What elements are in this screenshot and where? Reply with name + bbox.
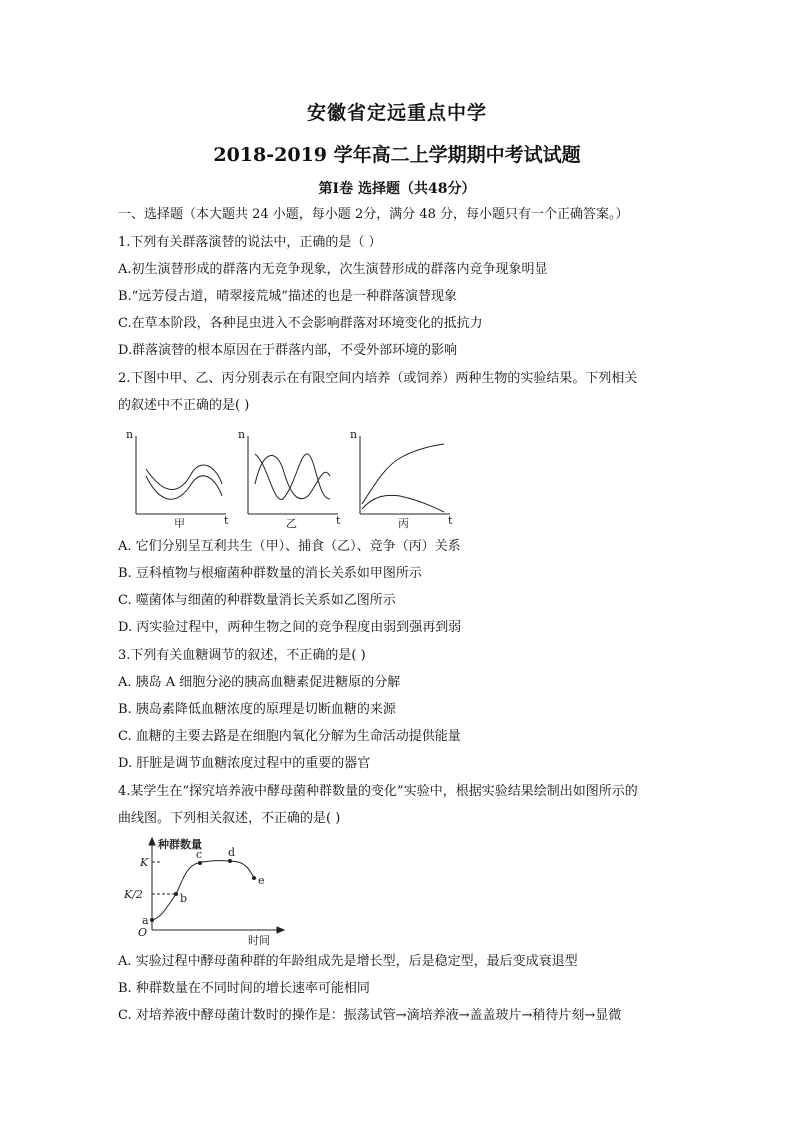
q2-option-c: C. 噬菌体与细菌的种群数量消长关系如乙图所示 [118,593,396,608]
q4-x-arrow [277,927,284,933]
q3-option-d: D. 肝脏是调节血糖浓度过程中的重要的器官 [118,756,371,771]
q4-khalf-label: K/2 [124,888,143,901]
q1-option-a: A.初生演替形成的群落内无竞争现象，次生演替形成的群落内竞争现象明显 [118,262,548,277]
panel1-curve2 [146,476,222,499]
q4-label-e: e [258,874,265,887]
panel2-caption: 乙 [286,517,297,530]
q4-stem-line1: 4.某学生在“探究培养液中酵母菌种群数量的变化”实验中，根据实验结果绘制出如图所示的 [118,784,638,799]
q4-point-a [150,918,154,922]
q2-stem-line2: 的叙述中不正确的是( ) [118,398,250,413]
q4-option-c: C. 对培养液中酵母菌计数时的操作是：振荡试管→滴培养液→盖盖玻片→稍待片刻→显微 [118,1008,622,1023]
q4-label-d: d [228,846,236,859]
q1-option-c: C.在草本阶段，各种昆虫进入不会影响群落对环境变化的抵抗力 [118,316,483,331]
q4-point-c [198,861,202,865]
q4-option-b: B. 种群数量在不同时间的增长速率可能相同 [118,981,370,996]
q3-option-b: B. 胰岛素降低血糖浓度的原理是切断血糖的来源 [118,702,396,717]
q4-option-a: A. 实验过程中酵母菌种群的年龄组成先是增长型，后是稳定型，最后变成衰退型 [118,954,578,969]
q2-figure [118,424,468,534]
q4-point-b [174,892,178,896]
panel1-curve1 [146,465,222,490]
q2-option-d: D. 丙实验过程中，两种生物之间的竞争程度由弱到强再到弱 [118,620,462,635]
q4-point-d [228,859,232,863]
panel1-caption: 甲 [174,517,185,530]
q4-label-b: b [180,892,188,905]
q4-label-c: c [196,848,203,861]
panel1-x-label: t [224,514,229,527]
panel3-y-label: n [350,428,358,441]
q3-option-c: C. 血糖的主要去路是在细胞内氧化分解为生命活动提供能量 [118,729,461,744]
q4-stem-line2: 曲线图。下列相关叙述，不正确的是( ) [118,811,341,826]
q1-option-b: B.“远芳侵古道，晴翠接荒城”描述的也是一种群落演替现象 [118,289,457,304]
q3-stem: 3.下列有关血糖调节的叙述，不正确的是( ) [118,648,366,663]
exam-title: 2018-2019 学年高二上学期期中考试试题 [213,144,581,166]
panel2-y-label: n [238,428,246,441]
q3-option-a: A. 胰岛 A 细胞分泌的胰高血糖素促进糖原的分解 [118,675,401,690]
panel1-y-label: n [126,428,134,441]
q4-curve [152,861,254,920]
q4-label-a: a [142,914,149,927]
instructions: 一、选择题（本大题共 24 小题，每小题 2分，满分 48 分，每小题只有一个正确答案。） [118,207,629,222]
q1-option-d: D.群落演替的根本原因在于群落内部，不受外部环境的影响 [118,343,458,358]
q4-k-label: K [140,856,149,869]
panel3-curve2 [362,495,444,512]
q4-point-e [252,876,256,880]
q1-stem: 1.下列有关群落演替的说法中，正确的是（ ） [118,235,382,250]
panel2-curve2 [255,455,330,498]
section-title: 第I卷 选择题（共48分） [318,181,476,197]
q4-x-label: 时间 [248,934,270,947]
panel3-x-label: t [448,514,453,527]
q2-stem-line1: 2.下图中甲、乙、丙分别表示在有限空间内培养（或饲养）两种生物的实验结果。下列相关 [118,371,638,386]
q4-y-arrow [149,838,155,845]
q4-figure [118,836,288,948]
q2-option-a: A. 它们分别呈互利共生（甲）、捕食（乙）、竞争（丙）关系 [118,539,461,554]
panel3-curve1 [362,444,444,504]
q4-y-label: 种群数量 [158,838,202,851]
q4-origin-label: O [138,926,148,939]
q2-option-b: B. 豆科植物与根瘤菌种群数量的消长关系如甲图所示 [118,566,422,581]
panel2-x-label: t [336,514,341,527]
panel3-caption: 丙 [398,517,409,530]
school-title: 安徽省定远重点中学 [306,102,487,124]
